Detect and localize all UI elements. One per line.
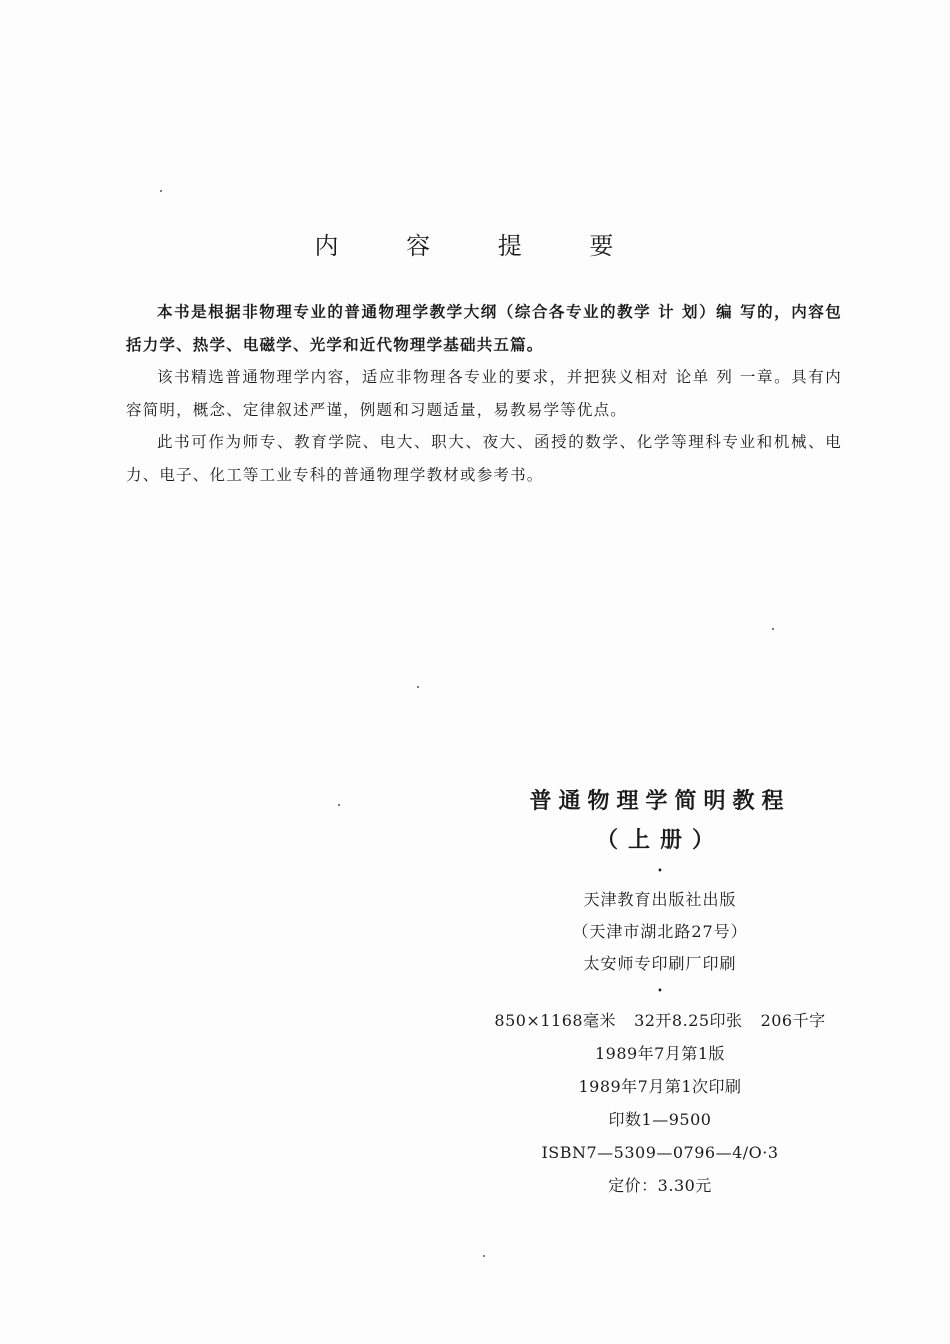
colophon	[470, 782, 850, 1202]
printing-info: 1989年7月第1次印刷	[578, 1077, 742, 1096]
summary-heading: 内 容 提 要	[314, 232, 644, 260]
price: 定价：3.30元	[608, 1176, 712, 1195]
summary-paragraph-2: 该书精选普通物理学内容，适应非物理各专业的要求，并把狭义相对 论单 列 一章。具有内容简明，概念、定律叙述严谨，例题和习题适量，易教易学等优点。	[126, 368, 842, 419]
isbn: ISBN7—5309—0796—4/O·3	[541, 1143, 779, 1162]
separator-dot: •	[657, 986, 663, 997]
paper-format: 850×1168毫米	[494, 1011, 617, 1030]
word-count: 206千字	[760, 1011, 826, 1030]
scan-speck	[417, 686, 419, 688]
volume-label: （上册）	[595, 827, 724, 853]
print-run: 印数1—9500	[608, 1110, 712, 1129]
scan-speck	[772, 628, 774, 630]
sheet-count: 32开8.25印张	[634, 1011, 743, 1030]
scan-speck	[160, 190, 162, 192]
format-specs	[470, 1004, 850, 1037]
scan-speck	[338, 804, 340, 806]
printer: 太安师专印刷厂印刷	[583, 954, 737, 973]
book-title: 普通物理学简明教程	[529, 788, 791, 814]
scan-speck	[483, 1255, 485, 1257]
separator-dot: •	[657, 866, 663, 877]
summary-paragraph-1: 本书是根据非物理专业的普通物理学教学大纲（综合各专业的教学 计 划）编 写的，内容包括力学、热学、电磁学、光学和近代物理学基础共五篇。	[126, 302, 842, 354]
publisher-address: （天津市湖北路27号）	[572, 922, 748, 941]
summary-body	[126, 296, 842, 491]
summary-paragraph-3: 此书可作为师专、教育学院、电大、职大、夜大、函授的数学、化学等理科专业和机械、电力、电子、化工等工业专科的普通物理学教材或参考书。	[126, 433, 842, 484]
publisher: 天津教育出版社出版	[583, 890, 737, 909]
edition-info: 1989年7月第1版	[594, 1044, 726, 1063]
